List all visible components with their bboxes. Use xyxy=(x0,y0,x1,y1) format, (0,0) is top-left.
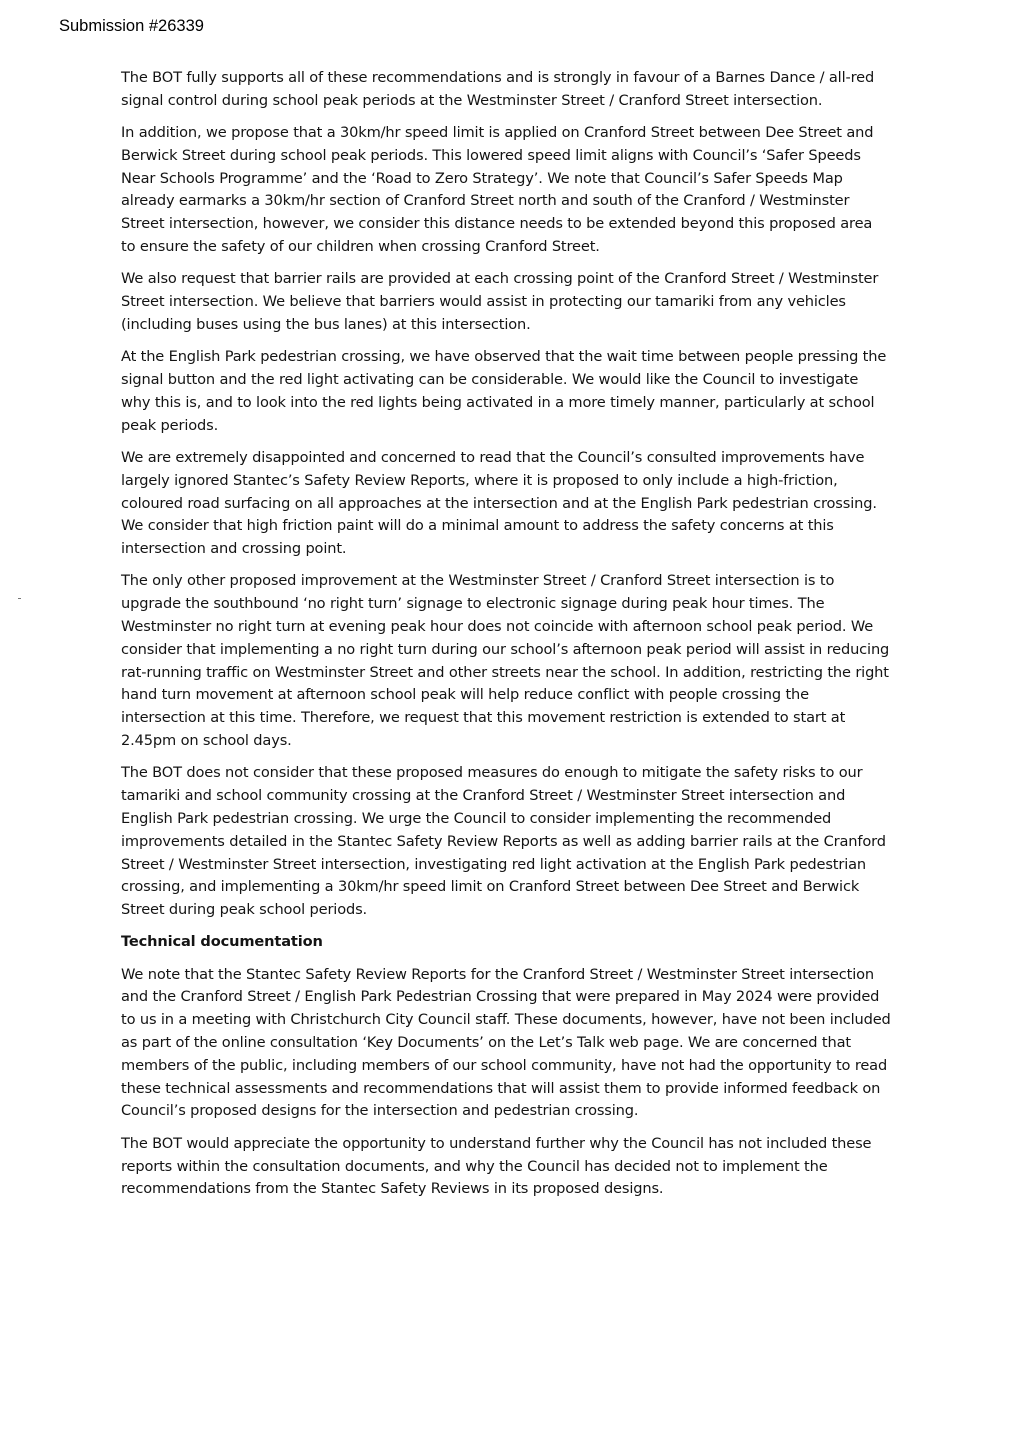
paragraph-barnes-dance: The BOT fully supports all of these recommendations and is strongly in favour of a Barnes Dance / all-red signal control during school peak periods at the Westminster Street / Cranford Street intersection. xyxy=(121,69,875,109)
paragraph-stantec-reports: We note that the Stantec Safety Review Reports for the Cranford Street / Westminster Street intersection and the Cranford Street / English Park Pedestrian Crossing that were prepared in May 2024 were provided to us in a meeting with Christchurch City Council staff. These documents, however, have not been included as part of the online consultation ‘Key Documents’ on the Let’s Talk web page. We are concerned that members of the public, including members of our school community, have not had the opportunity to read these technical assessments and recommendations that will assist them to provide informed feedback on Council’s proposed designs for the intersection and pedestrian crossing. xyxy=(121,965,891,1120)
section-heading-technical-documentation: Technical documentation xyxy=(121,933,323,951)
paragraph-speed-limit: In addition, we propose that a 30km/hr speed limit is applied on Cranford Street between Dee Street and Berwick Street during school peak periods. This lowered speed limit aligns with Council’s ‘Safer Speeds Near Schools Programme’ and the ‘Road to Zero Strategy’. We note that Council’s Safer Speeds Map already earmarks a 30km/hr section of Cranford Street north and south of the Cranford / Westminster Street intersection, however, we consider this distance needs to be extended beyond this proposed area to ensure the safety of our children when crossing Cranford Street. xyxy=(121,124,874,256)
document-body xyxy=(121,67,891,1211)
paragraph-safety-review-concern: We are extremely disappointed and concerned to read that the Council’s consulted improvements have largely ignored Stantec’s Safety Review Reports, where it is proposed to only include a high-friction, coloured road surfacing on all approaches at the intersection and at the English Park pedestrian crossing. We consider that high friction paint will do a minimal amount to address the safety concerns at this intersection and crossing point. xyxy=(121,448,877,558)
submission-header: Submission #26339 xyxy=(59,17,204,35)
paragraph-mitigation-summary: The BOT does not consider that these proposed measures do enough to mitigate the safety risks to our tamariki and school community crossing at the Cranford Street / Westminster Street intersection and English Park pedestrian crossing. We urge the Council to consider implementing the recommended improvements detailed in the Stantec Safety Review Reports as well as adding barrier rails at the Cranford Street / Westminster Street intersection, investigating red light activation at the English Park pedestrian crossing, and implementing a 30km/hr speed limit on Cranford Street between Dee Street and Berwick Street during peak school periods. xyxy=(121,764,886,919)
paragraph-closing-request: The BOT would appreciate the opportunity to understand further why the Council has not included these reports within the consultation documents, and why the Council has decided not to implement the recommendations from the Stantec Safety Reviews in its proposed designs. xyxy=(121,1134,872,1198)
paragraph-english-park-crossing: At the English Park pedestrian crossing, we have observed that the wait time between people pressing the signal button and the red light activating can be considerable. We would like the Council to investigate why this is, and to look into the red lights being activated in a more timely manner, particularly at school peak periods. xyxy=(121,348,887,434)
paragraph-barrier-rails: We also request that barrier rails are provided at each crossing point of the Cranford Street / Westminster Street intersection. We believe that barriers would assist in protecting our tamariki from any vehicles (including buses using the bus lanes) at this intersection. xyxy=(121,270,879,333)
margin-mark xyxy=(18,598,21,599)
paragraph-no-right-turn: The only other proposed improvement at the Westminster Street / Cranford Street intersection is to upgrade the southbound ‘no right turn’ signage to electronic signage during peak hour times. The Westminster no right turn at evening peak hour does not coincide with afternoon school peak period. We consider that implementing a no right turn during our school’s afternoon peak period will assist in reducing rat-running traffic on Westminster Street and other streets near the school. In addition, restricting the right hand turn movement at afternoon school peak will help reduce conflict with people crossing the intersection at this time. Therefore, we request that this movement restriction is extended to start at 2.45pm on school days. xyxy=(121,572,890,750)
